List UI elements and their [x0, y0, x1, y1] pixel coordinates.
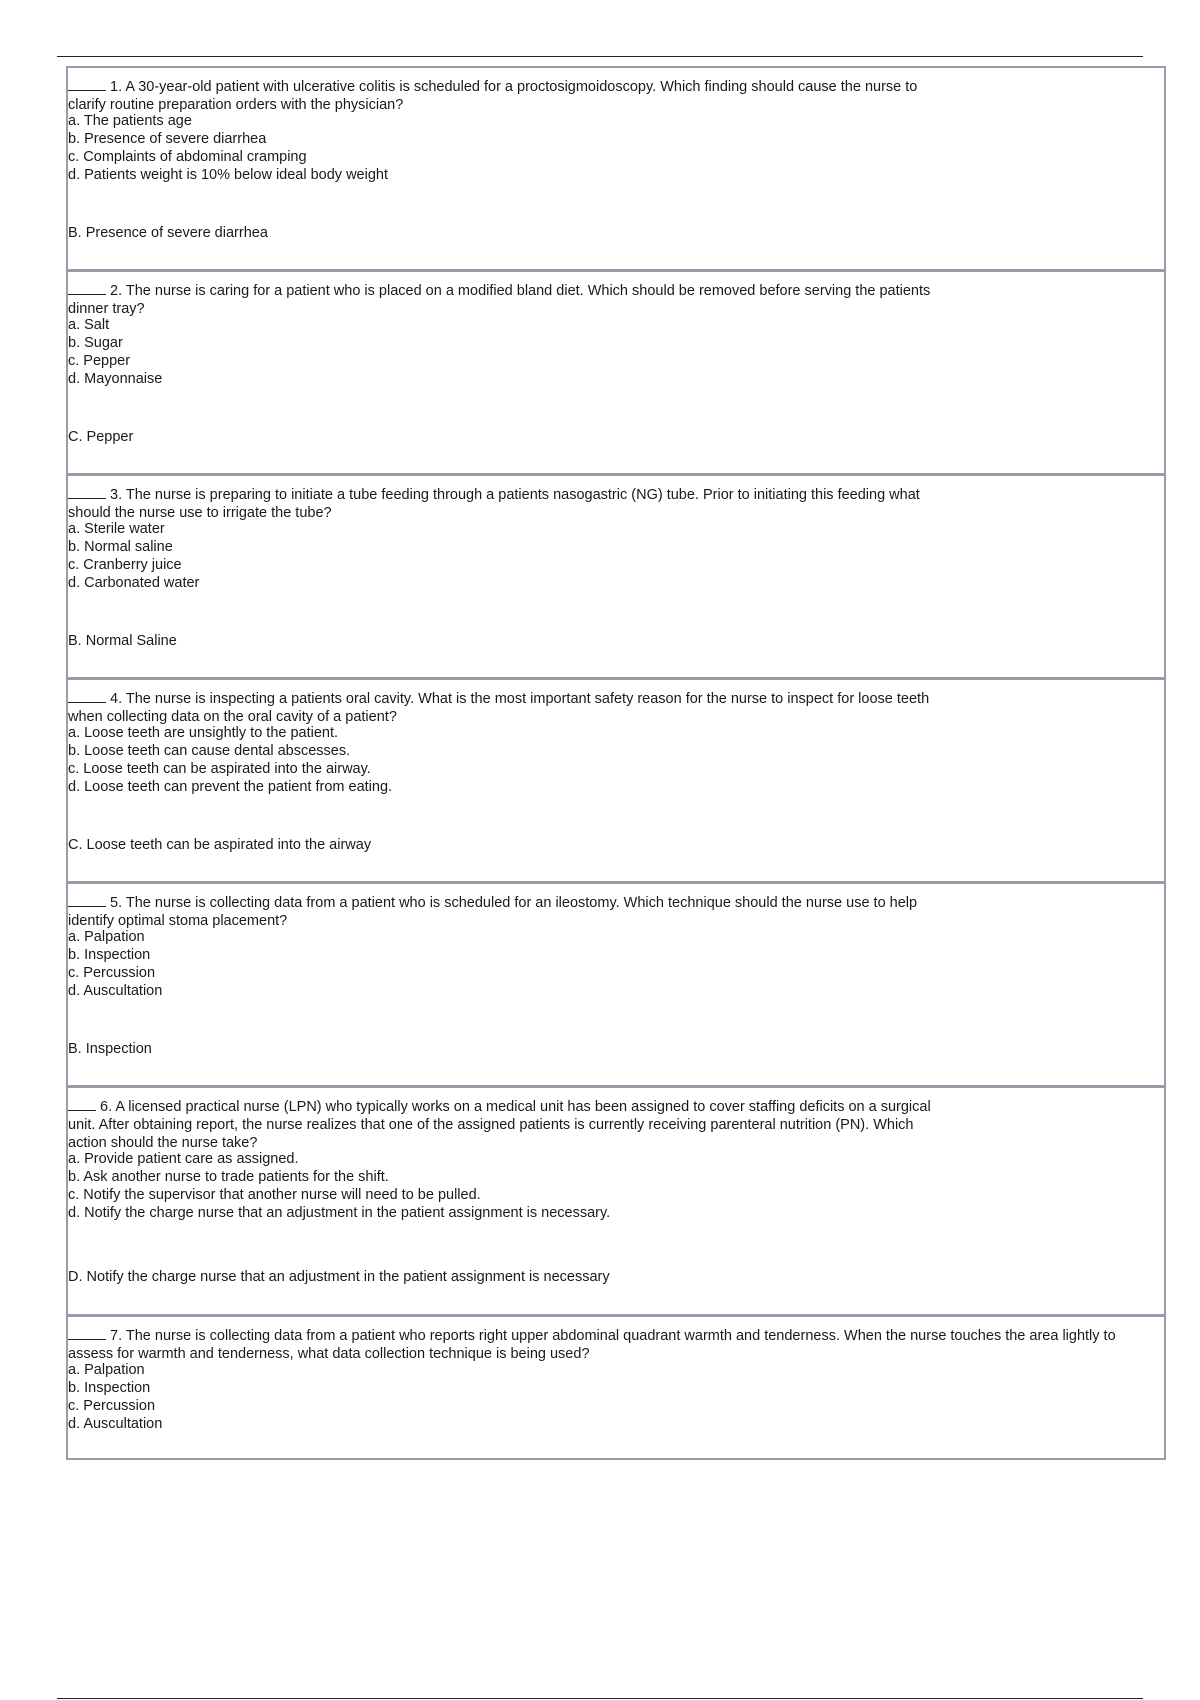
answer-text: B. Presence of severe diarrhea — [68, 225, 268, 241]
choice-item: d. Patients weight is 10% below ideal body weight — [68, 167, 388, 183]
question-stem — [68, 280, 943, 318]
question-card — [66, 474, 1166, 679]
answer-blank — [68, 280, 106, 295]
answer-blank — [68, 484, 106, 499]
choice-item: b. Ask another nurse to trade patients for the shift. — [68, 1169, 389, 1185]
question-stem — [68, 688, 948, 726]
choice-list — [68, 316, 162, 388]
choice-item: b. Sugar — [68, 335, 123, 351]
question-text: 6. A licensed practical nurse (LPN) who typically works on a medical unit has been assigned to cover staffing deficits on a surgical unit. After obtaining report, the nurse realizes that one of the assigned patients is currently receiving parenteral nutrition (PN). Which action should the nurse take? — [68, 1099, 931, 1151]
choice-item: d. Mayonnaise — [68, 371, 163, 387]
answer-blank — [68, 1325, 106, 1340]
question-stem — [68, 484, 928, 522]
choice-list — [68, 724, 392, 796]
question-stem — [68, 1325, 1160, 1363]
question-text: 2. The nurse is caring for a patient who is placed on a modified bland diet. Which should be removed before serving the patients dinner tray? — [68, 283, 931, 317]
choice-item: a. Provide patient care as assigned. — [68, 1151, 299, 1167]
choice-item: a. Loose teeth are unsightly to the patient. — [68, 725, 339, 741]
choice-item: c. Loose teeth can be aspirated into the airway. — [68, 761, 371, 777]
question-text: 1. A 30-year-old patient with ulcerative colitis is scheduled for a proctosigmoidoscopy. Which finding should cause the nurse to clarify routine preparation orders with the physician? — [68, 79, 918, 113]
question-card — [66, 1086, 1166, 1316]
choice-item: b. Loose teeth can cause dental abscesses. — [68, 743, 351, 759]
choice-item: c. Complaints of abdominal cramping — [68, 149, 307, 165]
choice-item: a. The patients age — [68, 113, 192, 129]
choice-item: c. Notify the supervisor that another nurse will need to be pulled. — [68, 1187, 481, 1203]
choice-list — [68, 1361, 162, 1433]
choice-list — [68, 112, 388, 184]
choice-list — [68, 520, 199, 592]
question-stem — [68, 1096, 940, 1152]
choice-item: a. Palpation — [68, 929, 145, 945]
question-card — [66, 66, 1166, 271]
choice-item: c. Percussion — [68, 1398, 156, 1414]
choice-item: c. Pepper — [68, 353, 131, 369]
question-text: 5. The nurse is collecting data from a patient who is scheduled for an ileostomy. Which technique should the nurse use to help identify optimal stoma placement? — [68, 895, 918, 929]
choice-list — [68, 1150, 610, 1222]
choice-item: d. Carbonated water — [68, 575, 200, 591]
answer-text: B. Normal Saline — [68, 633, 177, 649]
answer-blank — [68, 688, 106, 703]
choice-item: d. Notify the charge nurse that an adjustment in the patient assignment is necessary. — [68, 1205, 611, 1221]
question-card — [66, 678, 1166, 883]
answer-text: C. Loose teeth can be aspirated into the airway — [68, 837, 372, 853]
answer-text: B. Inspection — [68, 1041, 152, 1057]
choice-list — [68, 928, 162, 1000]
choice-item: a. Salt — [68, 317, 110, 333]
question-card — [66, 882, 1166, 1087]
answer-blank — [68, 1096, 96, 1111]
choice-item: d. Auscultation — [68, 1416, 163, 1432]
answer-text: D. Notify the charge nurse that an adjustment in the patient assignment is necessary — [68, 1269, 610, 1285]
answer-blank — [68, 892, 106, 907]
choice-item: b. Presence of severe diarrhea — [68, 131, 267, 147]
choice-item: d. Loose teeth can prevent the patient from eating. — [68, 779, 393, 795]
bottom-rule — [57, 1698, 1143, 1699]
choice-item: a. Sterile water — [68, 521, 165, 537]
choice-item: b. Normal saline — [68, 539, 173, 555]
question-card — [66, 1315, 1166, 1460]
question-text: 4. The nurse is inspecting a patients oral cavity. What is the most important safety reason for the nurse to inspect for loose teeth when collecting data on the oral cavity of a patient? — [68, 691, 930, 725]
choice-item: b. Inspection — [68, 947, 151, 963]
answer-text: C. Pepper — [68, 429, 134, 445]
choice-item: c. Percussion — [68, 965, 156, 981]
answer-blank — [68, 76, 106, 91]
question-stem — [68, 892, 936, 930]
choice-item: b. Inspection — [68, 1380, 151, 1396]
question-text: 3. The nurse is preparing to initiate a tube feeding through a patients nasogastric (NG) tube. Prior to initiating this feeding what should the nurse use to irrigate the tube? — [68, 487, 920, 521]
question-card — [66, 270, 1166, 475]
question-stem — [68, 76, 928, 114]
choice-item: c. Cranberry juice — [68, 557, 182, 573]
choice-item: a. Palpation — [68, 1362, 145, 1378]
choice-item: d. Auscultation — [68, 983, 163, 999]
top-rule — [57, 56, 1143, 57]
question-text: 7. The nurse is collecting data from a patient who reports right upper abdominal quadrant warmth and tenderness. When the nurse touches the area lightly to assess for warmth and tenderness, what data collection technique is being used? — [68, 1328, 1116, 1362]
